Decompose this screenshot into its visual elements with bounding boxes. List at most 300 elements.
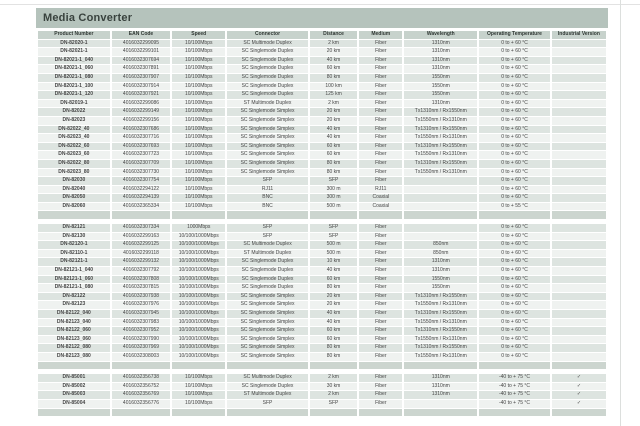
cell-distance: 30 km xyxy=(310,383,357,391)
cell-product: DN-82122_060 xyxy=(38,327,110,335)
cell-medium: Fiber xyxy=(359,383,402,391)
media-converter-table xyxy=(36,30,608,417)
table-row xyxy=(38,310,606,318)
cell-distance: 20 km xyxy=(310,108,357,116)
table-row xyxy=(38,224,606,232)
cell-connector: RJ11 xyxy=(227,186,308,194)
cell-product: DN-85004 xyxy=(38,400,110,408)
cell-industrial-version xyxy=(552,284,606,292)
cell-connector: SC Singlemode Simplex xyxy=(227,126,308,134)
cell-medium: Fiber xyxy=(359,151,402,159)
cell-ean: 4016032307914 xyxy=(112,83,171,91)
table-body xyxy=(38,40,606,417)
cell-distance: 40 km xyxy=(310,319,357,327)
cell-connector: BNC xyxy=(227,194,308,202)
cell-connector: SC Singlemode Simplex xyxy=(227,117,308,125)
cell-ean: 4016032294122 xyxy=(112,186,171,194)
cell-product: DN-82030 xyxy=(38,177,110,185)
table-row xyxy=(38,194,606,202)
cell-product: DN-82040 xyxy=(38,186,110,194)
cell-wavelength: 1310nm xyxy=(404,267,477,275)
cell-wavelength: Tx1550nm / Rx1310nm xyxy=(404,151,477,159)
cell-operating-temperature: 0 to + 60 °C xyxy=(479,74,550,82)
spacer-cell xyxy=(227,211,308,219)
cell-medium: Fiber xyxy=(359,284,402,292)
spacer-cell xyxy=(172,211,225,219)
cell-wavelength: 1310nm xyxy=(404,65,477,73)
cell-operating-temperature: -40 to + 75 °C xyxy=(479,400,550,408)
gap-cell xyxy=(172,370,225,373)
cell-wavelength xyxy=(404,186,477,194)
cell-medium: Fiber xyxy=(359,400,402,408)
cell-wavelength: Tx1550nm / Rx1310nm xyxy=(404,353,477,361)
cell-connector: SC Singlemode Simplex xyxy=(227,143,308,151)
cell-speed: 10/100/1000Mbps xyxy=(172,276,225,284)
cell-distance: 125 km xyxy=(310,91,357,99)
cell-industrial-version: ✓ xyxy=(552,400,606,408)
table-row xyxy=(38,203,606,211)
cell-operating-temperature: 0 to + 60 °C xyxy=(479,301,550,309)
cell-product: DN-82021-1_060 xyxy=(38,65,110,73)
spacer-cell xyxy=(172,409,225,417)
cell-connector: SC Singlemode Duplex xyxy=(227,83,308,91)
cell-operating-temperature: 0 to + 60 °C xyxy=(479,40,550,48)
spacer-cell xyxy=(112,409,171,417)
cell-product: DN-82121-1_040 xyxy=(38,267,110,275)
cell-distance: 300 m xyxy=(310,194,357,202)
table-row xyxy=(38,327,606,335)
cell-ean: 4016032307952 xyxy=(112,327,171,335)
cell-ean: 4016032307686 xyxy=(112,126,171,134)
cell-operating-temperature: 0 to + 60 °C xyxy=(479,258,550,266)
cell-speed: 10/100/1000Mbps xyxy=(172,233,225,241)
cell-industrial-version xyxy=(552,319,606,327)
cell-speed: 10/100Mbps xyxy=(172,160,225,168)
table-row xyxy=(38,100,606,108)
cell-ean: 4016032299149 xyxy=(112,108,171,116)
spacer-cell xyxy=(479,409,550,417)
spacer-cell xyxy=(310,409,357,417)
cell-industrial-version xyxy=(552,126,606,134)
cell-product: DN-82023 xyxy=(38,117,110,125)
cell-distance: 2 km xyxy=(310,374,357,382)
cell-industrial-version xyxy=(552,40,606,48)
cell-industrial-version xyxy=(552,83,606,91)
cell-speed: 10/100/1000Mbps xyxy=(172,250,225,258)
cell-distance: 60 km xyxy=(310,151,357,159)
cell-industrial-version xyxy=(552,327,606,335)
table-row xyxy=(38,233,606,241)
gap-cell xyxy=(38,370,110,373)
cell-connector: SFP xyxy=(227,400,308,408)
table-row xyxy=(38,91,606,99)
cell-wavelength: Tx1550nm / Rx1310nm xyxy=(404,134,477,142)
cell-medium: Fiber xyxy=(359,344,402,352)
cell-distance: SFP xyxy=(310,400,357,408)
gap-cell xyxy=(227,220,308,223)
cell-distance: 60 km xyxy=(310,276,357,284)
cell-wavelength: 1310nm xyxy=(404,374,477,382)
cell-product: DN-85003 xyxy=(38,391,110,399)
cell-medium: Fiber xyxy=(359,48,402,56)
cell-ean: 4016032307907 xyxy=(112,74,171,82)
cell-medium: Fiber xyxy=(359,40,402,48)
cell-speed: 10/100Mbps xyxy=(172,374,225,382)
cell-connector: SC Singlemode Duplex xyxy=(227,258,308,266)
cell-speed: 10/100Mbps xyxy=(172,151,225,159)
cell-product: DN-82023_60 xyxy=(38,151,110,159)
table-row xyxy=(38,126,606,134)
table-row xyxy=(38,169,606,177)
spacer-cell xyxy=(38,409,110,417)
cell-connector: SC Singlemode Simplex xyxy=(227,293,308,301)
cell-speed: 10/100Mbps xyxy=(172,400,225,408)
cell-wavelength: 1550nm xyxy=(404,74,477,82)
table-row xyxy=(38,83,606,91)
cell-ean: 4016032307723 xyxy=(112,151,171,159)
spacer-cell xyxy=(310,362,357,370)
cell-product: DN-82123_060 xyxy=(38,336,110,344)
cell-distance: 20 km xyxy=(310,117,357,125)
spacer-cell xyxy=(112,211,171,219)
cell-medium: RJ11 xyxy=(359,186,402,194)
gap-cell xyxy=(552,370,606,373)
cell-speed: 10/100/1000Mbps xyxy=(172,336,225,344)
column-header-industrial-version: Industrial Version xyxy=(552,31,606,39)
cell-industrial-version xyxy=(552,169,606,177)
cell-operating-temperature: 0 to + 60 °C xyxy=(479,91,550,99)
cell-industrial-version xyxy=(552,74,606,82)
gap-cell xyxy=(38,220,110,223)
table-row xyxy=(38,160,606,168)
cell-ean: 4016032307808 xyxy=(112,276,171,284)
cell-industrial-version xyxy=(552,250,606,258)
table-row xyxy=(38,383,606,391)
cell-product: DN-82123_080 xyxy=(38,353,110,361)
cell-product: DN-82022_40 xyxy=(38,126,110,134)
cell-connector: SC Singlemode Duplex xyxy=(227,267,308,275)
cell-ean: 4016032299086 xyxy=(112,100,171,108)
cell-speed: 10/100Mbps xyxy=(172,391,225,399)
cell-connector: BNC xyxy=(227,203,308,211)
cell-wavelength: Tx1310nm / Rx1550nm xyxy=(404,143,477,151)
spacer-cell xyxy=(552,211,606,219)
cell-ean: 4016032299156 xyxy=(112,117,171,125)
cell-wavelength: Tx1310nm / Rx1550nm xyxy=(404,344,477,352)
cell-operating-temperature: 0 to + 60 °C xyxy=(479,177,550,185)
cell-distance: SFP xyxy=(310,177,357,185)
cell-medium: Fiber xyxy=(359,301,402,309)
cell-speed: 10/100Mbps xyxy=(172,126,225,134)
cell-product: DN-82023_40 xyxy=(38,134,110,142)
cell-speed: 10/100Mbps xyxy=(172,383,225,391)
column-header-ean: EAN Code xyxy=(112,31,171,39)
cell-product: DN-82122_040 xyxy=(38,310,110,318)
table-row xyxy=(38,391,606,399)
cell-wavelength xyxy=(404,194,477,202)
cell-wavelength: 1550nm xyxy=(404,83,477,91)
table-row xyxy=(38,241,606,249)
cell-wavelength xyxy=(404,224,477,232)
cell-ean: 4016032299163 xyxy=(112,233,171,241)
cell-operating-temperature: 0 to + 60 °C xyxy=(479,186,550,194)
cell-ean: 4016032307754 xyxy=(112,177,171,185)
cell-speed: 10/100Mbps xyxy=(172,83,225,91)
cell-ean: 4016032356738 xyxy=(112,374,171,382)
column-header-operating-temperature: Operating Temperature xyxy=(479,31,550,39)
cell-ean: 4016032307792 xyxy=(112,267,171,275)
cell-wavelength: Tx1310nm / Rx1550nm xyxy=(404,126,477,134)
cell-distance: 2 km xyxy=(310,100,357,108)
cell-speed: 10/100Mbps xyxy=(172,169,225,177)
cell-industrial-version xyxy=(552,203,606,211)
table-header-row xyxy=(38,31,606,39)
table-row xyxy=(38,344,606,352)
cell-speed: 10/100/1000Mbps xyxy=(172,284,225,292)
cell-distance: 300 m xyxy=(310,186,357,194)
cell-medium: Fiber xyxy=(359,126,402,134)
gap-cell xyxy=(227,370,308,373)
cell-industrial-version xyxy=(552,108,606,116)
cell-wavelength: Tx1550nm / Rx1310nm xyxy=(404,319,477,327)
cell-industrial-version xyxy=(552,117,606,125)
spacer-row xyxy=(38,409,606,417)
spacer-cell xyxy=(172,362,225,370)
column-header-speed: Speed xyxy=(172,31,225,39)
cell-speed: 10/100/1000Mbps xyxy=(172,293,225,301)
cell-speed: 10/100Mbps xyxy=(172,100,225,108)
cell-operating-temperature: -40 to + 75 °C xyxy=(479,391,550,399)
cell-medium: Fiber xyxy=(359,276,402,284)
cell-connector: ST Multimode Duplex xyxy=(227,391,308,399)
cell-ean: 4016032307694 xyxy=(112,57,171,65)
cell-connector: SC Singlemode Simplex xyxy=(227,353,308,361)
cell-speed: 10/100/1000Mbps xyxy=(172,344,225,352)
cell-connector: ST Multimode Duplex xyxy=(227,250,308,258)
table-row xyxy=(38,258,606,266)
cell-wavelength: 1550nm xyxy=(404,91,477,99)
cell-industrial-version xyxy=(552,48,606,56)
cell-product: DN-82022_80 xyxy=(38,160,110,168)
cell-product: DN-82123_040 xyxy=(38,319,110,327)
cell-wavelength: 850nm xyxy=(404,250,477,258)
cell-connector: SC Singlemode Simplex xyxy=(227,301,308,309)
table-row xyxy=(38,117,606,125)
cell-industrial-version xyxy=(552,194,606,202)
cell-connector: SC Singlemode Duplex xyxy=(227,284,308,292)
cell-medium: Fiber xyxy=(359,267,402,275)
cell-wavelength: 1310nm xyxy=(404,48,477,56)
table-row xyxy=(38,267,606,275)
cell-product: DN-85001 xyxy=(38,374,110,382)
cell-industrial-version xyxy=(552,258,606,266)
cell-speed: 10/100Mbps xyxy=(172,57,225,65)
cell-industrial-version xyxy=(552,177,606,185)
cell-medium: Fiber xyxy=(359,241,402,249)
cell-operating-temperature: -40 to + 75 °C xyxy=(479,383,550,391)
cell-ean: 4016032307716 xyxy=(112,134,171,142)
cell-operating-temperature: -40 to + 75 °C xyxy=(479,374,550,382)
cell-distance: 500 m xyxy=(310,241,357,249)
table-row xyxy=(38,40,606,48)
cell-speed: 10/100Mbps xyxy=(172,91,225,99)
spacer-row xyxy=(38,362,606,370)
cell-operating-temperature: 0 to + 60 °C xyxy=(479,310,550,318)
table-row xyxy=(38,108,606,116)
gap-cell xyxy=(310,370,357,373)
table-row xyxy=(38,186,606,194)
cell-product: DN-82121-1 xyxy=(38,258,110,266)
cell-speed: 10/100Mbps xyxy=(172,143,225,151)
cell-industrial-version xyxy=(552,344,606,352)
spacer-cell xyxy=(359,362,402,370)
spacer-cell xyxy=(227,362,308,370)
cell-wavelength: 1310nm xyxy=(404,40,477,48)
cell-operating-temperature: 0 to + 60 °C xyxy=(479,100,550,108)
cell-medium: Fiber xyxy=(359,108,402,116)
cell-operating-temperature: 0 to + 60 °C xyxy=(479,194,550,202)
cell-connector: SC Singlemode Simplex xyxy=(227,151,308,159)
cell-connector: SC Singlemode Duplex xyxy=(227,48,308,56)
cell-distance: 80 km xyxy=(310,160,357,168)
cell-ean: 4016032308003 xyxy=(112,353,171,361)
cell-operating-temperature: 0 to + 60 °C xyxy=(479,48,550,56)
cell-operating-temperature: 0 to + 60 °C xyxy=(479,143,550,151)
cell-distance: 20 km xyxy=(310,301,357,309)
spacer-cell xyxy=(552,409,606,417)
cell-operating-temperature: 0 to + 60 °C xyxy=(479,160,550,168)
cell-wavelength: Tx1550nm / Rx1310nm xyxy=(404,301,477,309)
cell-medium: Fiber xyxy=(359,57,402,65)
cell-distance: 80 km xyxy=(310,344,357,352)
cell-wavelength xyxy=(404,400,477,408)
cell-distance: 60 km xyxy=(310,336,357,344)
cell-medium: Fiber xyxy=(359,83,402,91)
cell-operating-temperature: 0 to + 60 °C xyxy=(479,117,550,125)
cell-medium: Fiber xyxy=(359,319,402,327)
cell-product: DN-82023_80 xyxy=(38,169,110,177)
cell-medium: Fiber xyxy=(359,160,402,168)
cell-connector: SC Singlemode Duplex xyxy=(227,65,308,73)
cell-industrial-version xyxy=(552,143,606,151)
cell-wavelength: 1550nm xyxy=(404,276,477,284)
table-row xyxy=(38,374,606,382)
cell-ean: 4016032299095 xyxy=(112,40,171,48)
cell-connector: SC Singlemode Duplex xyxy=(227,74,308,82)
cell-ean: 4016032307815 xyxy=(112,284,171,292)
cell-medium: Fiber xyxy=(359,374,402,382)
table-row xyxy=(38,400,606,408)
cell-wavelength: Tx1550nm / Rx1310nm xyxy=(404,169,477,177)
spacer-cell xyxy=(552,362,606,370)
page-top-divider xyxy=(0,4,640,5)
cell-medium: Fiber xyxy=(359,117,402,125)
cell-product: DN-82021-1 xyxy=(38,48,110,56)
cell-ean: 4016032307891 xyxy=(112,65,171,73)
cell-speed: 1000Mbps xyxy=(172,224,225,232)
cell-industrial-version xyxy=(552,151,606,159)
table-row xyxy=(38,48,606,56)
cell-distance: 500 m xyxy=(310,203,357,211)
cell-distance: 2 km xyxy=(310,40,357,48)
cell-operating-temperature: 0 to + 60 °C xyxy=(479,233,550,241)
cell-wavelength: 1310nm xyxy=(404,383,477,391)
cell-operating-temperature: 0 to + 60 °C xyxy=(479,284,550,292)
cell-distance: 60 km xyxy=(310,143,357,151)
cell-medium: Fiber xyxy=(359,177,402,185)
spacer-cell xyxy=(227,409,308,417)
cell-speed: 10/100Mbps xyxy=(172,203,225,211)
table-row xyxy=(38,319,606,327)
gap-cell xyxy=(479,220,550,223)
table-row xyxy=(38,353,606,361)
cell-operating-temperature: 0 to + 60 °C xyxy=(479,276,550,284)
table-row xyxy=(38,276,606,284)
cell-medium: Fiber xyxy=(359,353,402,361)
cell-industrial-version xyxy=(552,293,606,301)
spacer-cell xyxy=(38,211,110,219)
cell-product: DN-82122_080 xyxy=(38,344,110,352)
table-row xyxy=(38,336,606,344)
cell-operating-temperature: 0 to + 60 °C xyxy=(479,250,550,258)
cell-industrial-version xyxy=(552,57,606,65)
cell-speed: 10/100Mbps xyxy=(172,117,225,125)
cell-distance: 2 km xyxy=(310,391,357,399)
spacer-cell xyxy=(404,211,477,219)
cell-operating-temperature: 0 to + 60 °C xyxy=(479,65,550,73)
cell-ean: 4016032307730 xyxy=(112,169,171,177)
cell-distance: SFP xyxy=(310,233,357,241)
cell-medium: Fiber xyxy=(359,293,402,301)
cell-connector: SC Singlemode Simplex xyxy=(227,134,308,142)
section-title: Media Converter xyxy=(36,8,608,28)
spacer-cell xyxy=(38,362,110,370)
cell-product: DN-82021-1_100 xyxy=(38,83,110,91)
cell-product: DN-82110-1 xyxy=(38,250,110,258)
cell-ean: 4016032307938 xyxy=(112,293,171,301)
cell-speed: 10/100/1000Mbps xyxy=(172,353,225,361)
cell-ean: 4016032307709 xyxy=(112,160,171,168)
cell-medium: Fiber xyxy=(359,100,402,108)
cell-connector: SFP xyxy=(227,224,308,232)
cell-connector: SC Singlemode Simplex xyxy=(227,336,308,344)
cell-medium: Fiber xyxy=(359,233,402,241)
spacer-row xyxy=(38,211,606,219)
table-row xyxy=(38,74,606,82)
cell-wavelength xyxy=(404,233,477,241)
cell-speed: 10/100Mbps xyxy=(172,74,225,82)
cell-ean: 4016032307990 xyxy=(112,336,171,344)
cell-wavelength: 1550nm xyxy=(404,284,477,292)
cell-product: DN-82019-1 xyxy=(38,100,110,108)
cell-operating-temperature: 0 to + 60 °C xyxy=(479,134,550,142)
cell-medium: Fiber xyxy=(359,143,402,151)
cell-medium: Fiber xyxy=(359,74,402,82)
cell-operating-temperature: 0 to + 55 °C xyxy=(479,203,550,211)
cell-distance: 100 km xyxy=(310,83,357,91)
cell-speed: 10/100Mbps xyxy=(172,40,225,48)
cell-speed: 10/100Mbps xyxy=(172,108,225,116)
cell-ean: 4016032365334 xyxy=(112,203,171,211)
cell-ean: 4016032299132 xyxy=(112,258,171,266)
cell-distance: 10 km xyxy=(310,258,357,266)
cell-medium: Fiber xyxy=(359,91,402,99)
cell-speed: 10/100Mbps xyxy=(172,177,225,185)
cell-ean: 4016032307976 xyxy=(112,301,171,309)
cell-industrial-version xyxy=(552,267,606,275)
cell-operating-temperature: 0 to + 60 °C xyxy=(479,126,550,134)
cell-speed: 10/100/1000Mbps xyxy=(172,258,225,266)
